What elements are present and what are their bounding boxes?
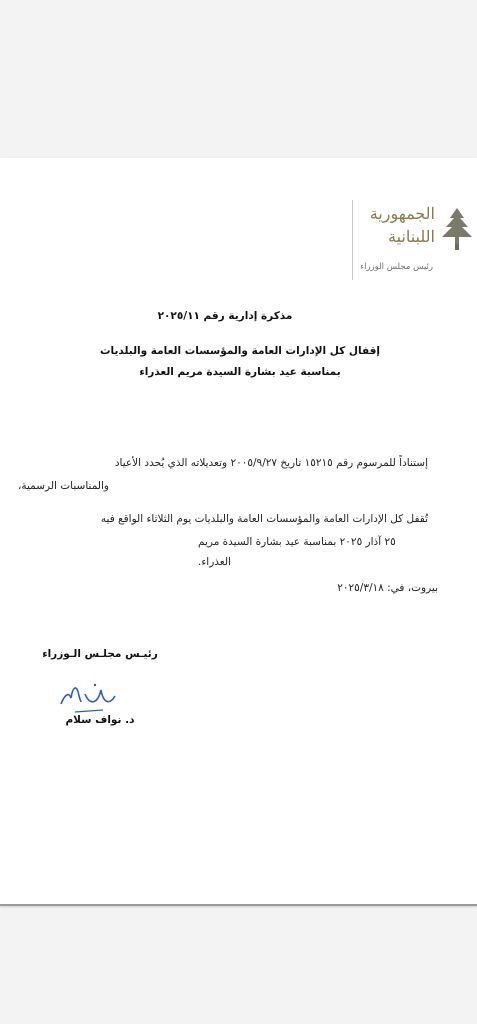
letterhead-line-2: اللبنانية — [387, 227, 435, 246]
letterhead-line-1: الجمهورية — [369, 204, 435, 223]
body-paragraph-1-line-2: والمناسبات الرسمية، — [18, 480, 109, 492]
signatory-title: رئيـس مجلـس الـوزراء — [42, 648, 158, 660]
body-paragraph-2-line-2: ٢٥ آذار ٢٠٢٥ بمناسبة عيد بشارة السيدة مريم العذراء. — [198, 536, 396, 568]
page-bottom-edge — [0, 904, 477, 906]
signatory-name: د. نواف سلام — [65, 714, 135, 726]
body-paragraph-1-line-1: إستناداً للمرسوم رقم ١٥٢١٥ تاريخ ٢٠٠٥/٩/٢٧ وتعديلاته الذي يُحدد الأعياد — [114, 457, 428, 469]
signature-icon — [55, 676, 125, 716]
date-line: بيروت، في: ٢٠٢٥/٣/١٨ — [337, 582, 438, 594]
cedar-icon — [437, 206, 477, 254]
memo-number: مذكرة إدارية رقم ٢٠٢٥/١١ — [157, 310, 293, 322]
body-paragraph-2-line-1: تُقفل كل الإدارات العامة والمؤسسات العامة والبلديات يوم الثلاثاء الواقع فيه — [100, 513, 428, 525]
letterhead-office: رئيس مجلس الوزراء — [360, 262, 433, 272]
cedar-emblem — [437, 206, 477, 254]
letterhead-separator — [352, 200, 353, 280]
signature-mark — [55, 676, 125, 716]
memo-subject-line-2: بمناسبة عيد بشارة السيدة مريم العذراء — [139, 366, 341, 378]
memo-subject-line-1: إقفال كل الإدارات العامة والمؤسسات العامة والبلديات — [100, 345, 380, 357]
